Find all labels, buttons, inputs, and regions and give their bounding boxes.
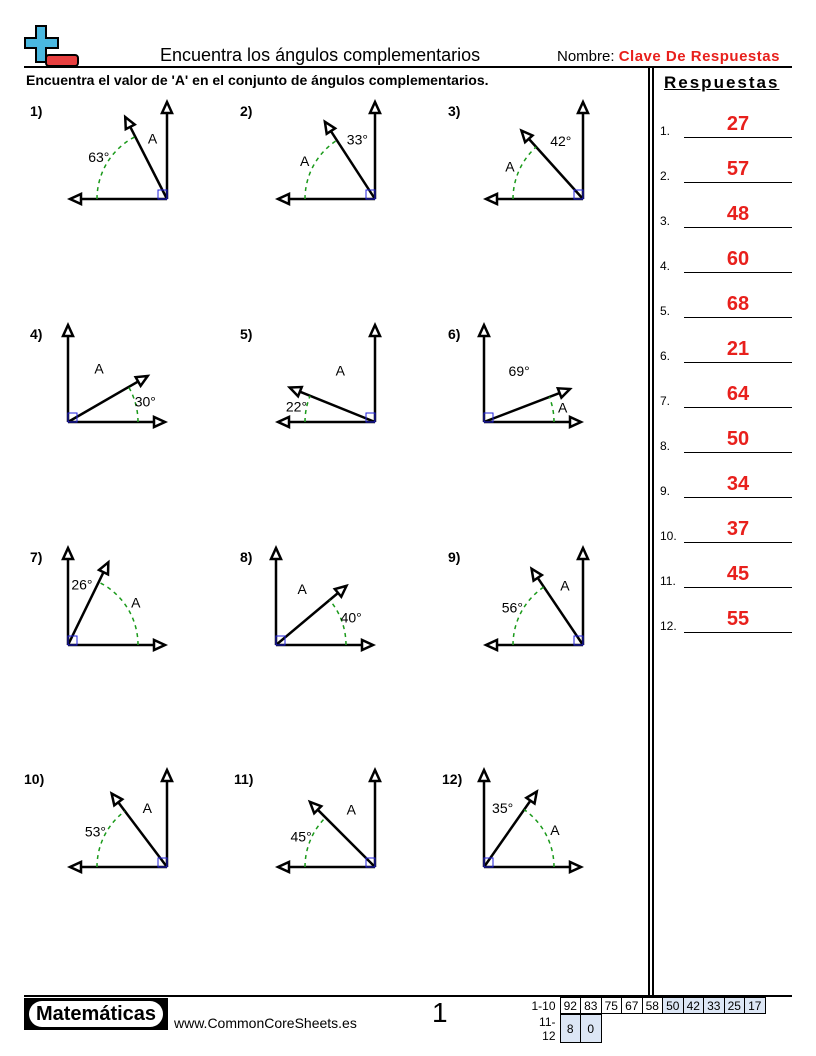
ray-arm-head <box>558 388 570 397</box>
arc-angle-label: 30° <box>134 393 156 410</box>
answer-number: 5. <box>660 304 671 318</box>
top-angle-label: 35° <box>492 799 514 816</box>
vertical-arm-head <box>578 548 588 559</box>
arc-angle-label: 45° <box>290 828 312 845</box>
answer-value: 27 <box>726 113 750 135</box>
vertical-arm-head <box>63 325 73 336</box>
answer-value: 34 <box>726 473 750 495</box>
top-angle-label: A <box>335 362 346 379</box>
score-cell: 0 <box>581 1015 602 1043</box>
answer-number: 2. <box>660 169 671 183</box>
ray-arm <box>68 562 108 645</box>
arc-angle-label: 63° <box>88 149 110 166</box>
ray-arm <box>276 586 346 645</box>
score-cell: 50 <box>663 998 684 1014</box>
horizontal-arm-head <box>70 862 81 872</box>
ray-arm-head <box>532 569 542 581</box>
score-cell: 17 <box>745 998 766 1014</box>
top-angle-label: A <box>560 577 570 594</box>
angle-arc <box>305 140 337 199</box>
answer-value: 37 <box>726 518 750 540</box>
problem-number: 10) <box>24 771 45 787</box>
problem-number: 9) <box>448 549 461 565</box>
ray-arm-head <box>325 122 335 134</box>
horizontal-arm-head <box>486 194 497 204</box>
vertical-arm-head <box>63 548 73 559</box>
top-angle-label: A <box>147 130 158 147</box>
brand-badge <box>24 998 168 1030</box>
score-range-label: 1-10 <box>531 998 556 1013</box>
answer-value: 21 <box>726 338 750 360</box>
horizontal-arm-head <box>570 862 581 872</box>
problem-number: 11) <box>234 771 254 787</box>
page-number: 1 <box>432 997 448 1028</box>
arc-angle-label: A <box>550 822 560 839</box>
ray-arm <box>112 794 167 867</box>
horizontal-arm-head <box>278 417 289 427</box>
answer-value: 45 <box>726 563 750 585</box>
top-angle-label: 42° <box>550 133 572 150</box>
horizontal-arm-head <box>154 417 165 427</box>
top-angle-label: 26° <box>71 576 93 593</box>
problem-number: 5) <box>240 326 253 342</box>
arc-angle-label: 53° <box>84 823 106 840</box>
top-angle-label: 69° <box>508 362 530 379</box>
problem-number: 6) <box>448 326 461 342</box>
vertical-arm-head <box>370 325 380 336</box>
answer-number: 3. <box>660 214 671 228</box>
horizontal-arm-head <box>570 417 581 427</box>
angle-arc <box>99 582 138 645</box>
worksheet-title: Encuentra los ángulos complementarios <box>160 45 481 65</box>
top-angle-label: A <box>346 801 356 818</box>
problem-number: 2) <box>240 103 253 119</box>
name-label: Nombre: <box>557 48 615 65</box>
angle-arc <box>513 587 544 645</box>
answer-number: 9. <box>660 484 671 498</box>
problem-number: 12) <box>442 771 463 787</box>
answer-number: 7. <box>660 394 671 408</box>
answer-value: 68 <box>726 293 750 315</box>
vertical-arm-head <box>162 770 172 781</box>
arc-angle-label: A <box>300 152 310 169</box>
horizontal-arm-head <box>362 640 373 650</box>
answer-number: 11. <box>660 574 676 588</box>
answer-value: 64 <box>726 383 750 405</box>
angle-arc <box>97 137 135 199</box>
answer-value: 60 <box>726 248 750 270</box>
top-angle-label: 33° <box>346 131 368 148</box>
problem-number: 4) <box>30 326 43 342</box>
horizontal-arm-head <box>486 640 497 650</box>
ray-arm <box>532 569 583 645</box>
vertical-arm-head <box>370 770 380 781</box>
answer-value: 57 <box>726 158 750 180</box>
answer-value: 50 <box>726 428 750 450</box>
brand-label: Matemáticas <box>29 1001 163 1027</box>
arc-angle-label: 40° <box>340 609 362 626</box>
top-angle-label: A <box>142 800 152 817</box>
answer-value: 48 <box>726 203 750 225</box>
score-cell: 25 <box>724 998 745 1014</box>
ray-arm <box>310 802 375 867</box>
ray-arm-head <box>290 387 302 396</box>
score-cell: 42 <box>683 998 704 1014</box>
vertical-arm-head <box>479 325 489 336</box>
horizontal-arm-head <box>154 640 165 650</box>
top-angle-label: A <box>297 580 307 597</box>
arc-angle-label: A <box>557 399 568 416</box>
score-cell: 8 <box>560 1015 581 1043</box>
problem-number: 7) <box>30 549 43 565</box>
score-cell: 83 <box>581 998 602 1014</box>
ray-arm-head <box>99 562 108 574</box>
ray-arm-head <box>526 792 536 804</box>
angle-arc <box>549 397 554 422</box>
top-angle-label: A <box>94 360 104 377</box>
horizontal-arm-head <box>278 862 289 872</box>
vertical-arm-head <box>162 102 172 113</box>
horizontal-arm-head <box>70 194 81 204</box>
score-cell: 33 <box>704 998 725 1014</box>
score-cell: 67 <box>622 998 643 1014</box>
problem-number: 8) <box>240 549 253 565</box>
ray-arm-head <box>125 117 134 129</box>
vertical-arm-head <box>479 770 489 781</box>
ray-arm-head <box>136 376 148 386</box>
score-cell: 92 <box>560 998 581 1014</box>
arc-angle-label: A <box>131 594 141 611</box>
answer-number: 8. <box>660 439 671 453</box>
vertical-arm-head <box>370 102 380 113</box>
arc-angle-label: A <box>505 158 515 175</box>
answer-number: 10. <box>660 529 677 543</box>
score-table-row <box>526 1014 602 1043</box>
problem-number: 1) <box>30 103 43 119</box>
arc-angle-label: 22° <box>285 398 308 415</box>
vertical-arm-head <box>578 102 588 113</box>
horizontal-arm-head <box>278 194 289 204</box>
arc-angle-label: 56° <box>501 599 523 616</box>
answer-number: 1. <box>660 124 671 138</box>
score-range-label: 11-12 <box>539 1014 556 1043</box>
site-url: www.CommonCoreSheets.es <box>174 1015 357 1031</box>
problem-number: 3) <box>448 103 461 119</box>
vertical-arm-head <box>271 548 281 559</box>
answer-number: 4. <box>660 259 671 273</box>
angle-arc <box>513 147 536 199</box>
answers-title: Respuestas <box>664 73 780 92</box>
score-table-row <box>526 997 766 1014</box>
ray-arm <box>125 117 167 199</box>
answer-value: 55 <box>726 608 750 630</box>
name-value: Clave De Respuestas <box>618 48 780 65</box>
angle-arc <box>524 810 554 867</box>
score-cell: 75 <box>601 998 622 1014</box>
instructions: Encuentra el valor de 'A' en el conjunto de ángulos complementarios. <box>26 72 489 88</box>
answer-number: 6. <box>660 349 671 363</box>
score-cell: 58 <box>642 998 663 1014</box>
answer-number: 12. <box>660 619 677 633</box>
